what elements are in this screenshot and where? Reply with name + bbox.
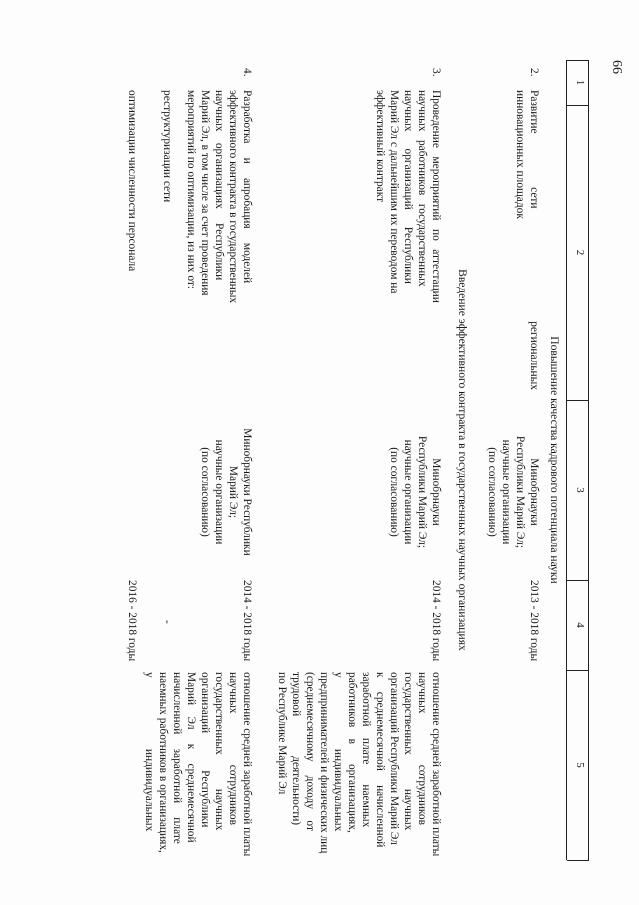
row-2-measure: Развитие сети региональных инновационных площадок [514,90,540,390]
row-3-period: 2014 - 2018 годы [430,580,442,662]
row-number: 4. [241,68,253,77]
row-2-period: 2013 - 2018 годы [528,580,540,662]
column-number-2: 2 [574,249,586,256]
section-heading-talent: Повышение качества кадрового потенциала науки [548,336,561,584]
row-4-sub-staff-period: 2016 - 2018 годы [126,580,138,662]
row-4-sub-restructuring: реструктуризации сети [161,90,173,203]
row-4-sub-staff-optimization: оптимизации численности персонала [126,90,138,272]
section-heading-contract: Введение эффективного контракта в государственных научных организациях [456,269,469,651]
row-4-measure: Разработка и апробация моделей эффективного контракта в государственных научных организациях Республики Марий Эл, в том числе за счет проведения мероприятий по оптимизации, из них от: [185,90,253,304]
row-number: 3. [430,68,442,77]
row-3-measure: Проведение мероприятий по аттестации научных работников государственных научных организаций Республики Марий Эл с дальнейшим их переводом на эффективный контракт [374,90,442,303]
row-2-executor: Минобрнауки Республики Марий Эл; научные организации (по согласованию) [486,435,540,549]
row-3-executor: Минобрнауки Республики Марий Эл; научные организации (по согласованию) [388,435,442,549]
rotated-table-sheet [49,60,624,860]
table-right-border [567,860,589,861]
column-number-4: 4 [574,622,586,628]
column-number-1: 1 [574,79,586,86]
row-3-result: отношение средней заработной платы научных сотрудников государственных научных организаций Республики Марий Эл к среднемесячной начисленной заработной плате наемных работников в организациях, у индивидуальных предпринимателей и физических лиц (среднемесячному доходу от трудовой деятельности) по Республике Марий Эл [276,672,442,857]
row-number: 2. [528,68,540,77]
row-4-sub-restructuring-period: - [161,620,173,624]
table-top-border [588,60,589,860]
row-4-executor: Минобрнауки Республики Марий Эл; научные организации (по согласованию) [199,428,253,556]
row-4-period: 2014 - 2018 годы [241,580,253,662]
header-bottom-border [566,60,567,860]
column-number-3: 3 [574,487,586,493]
page-number: 66 [609,60,624,74]
column-number-5: 5 [574,762,586,768]
row-4-result: отношение средней заработной платы научных сотрудников государственных научных организаций Республики Марий Эл к среднемесячной начисленной заработной плате наемных работников в организациях, у индивидуальных [143,672,253,857]
